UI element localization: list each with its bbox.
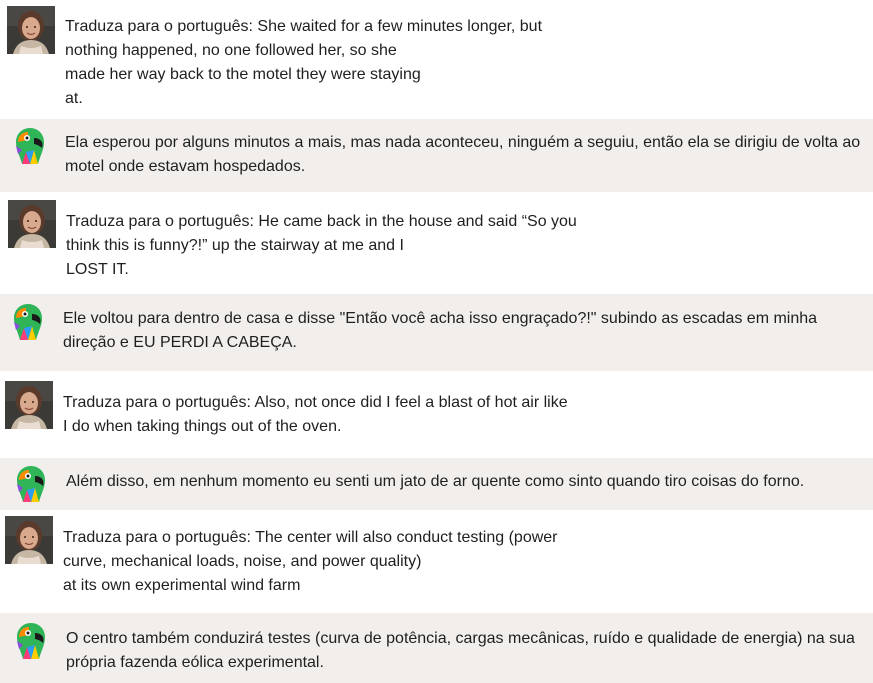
user-photo-avatar <box>5 516 53 564</box>
message-text: Ela esperou por alguns minutos a mais, mas nada aconteceu, ninguém a seguiu, então ela se dirigiu de volta ao motel onde estavam hospedados. <box>65 134 861 175</box>
user-message <box>0 372 873 456</box>
user-photo-avatar <box>8 200 56 248</box>
assistant-message <box>0 613 873 683</box>
user-photo-avatar <box>7 6 55 54</box>
message-text: Traduza para o português: He came back in the house and said “So you think this is funny?!” up the stairway at me and I LOST IT. <box>66 213 577 278</box>
message-text: Ele voltou para dentro de casa e disse "Então você acha isso engraçado?!" subindo as escadas em minha direção e EU PERDI A CABEÇA. <box>63 310 818 351</box>
message-text: Traduza para o português: She waited for a few minutes longer, but nothing happened, no one followed her, so she made her way back to the motel they were staying at. <box>65 18 543 107</box>
message-text: Traduza para o português: Also, not once did I feel a blast of hot air like I do when taking things out of the oven. <box>63 394 568 435</box>
parrot-avatar <box>6 300 54 348</box>
assistant-message <box>0 119 873 192</box>
assistant-message <box>0 458 873 510</box>
message-text: Além disso, em nenhum momento eu senti um jato de ar quente como sinto quando tiro coisas do forno. <box>66 473 805 490</box>
user-message <box>0 0 873 118</box>
parrot-avatar <box>8 124 56 172</box>
parrot-avatar <box>9 462 57 510</box>
message-text: O centro também conduzirá testes (curva de potência, cargas mecânicas, ruído e qualidade de energia) na sua própria fazenda eólica experimental. <box>66 630 855 671</box>
parrot-avatar <box>9 619 57 667</box>
user-message <box>0 511 873 612</box>
message-text: Traduza para o português: The center will also conduct testing (power curve, mechanical loads, noise, and power quality) at its own experimental wind farm <box>63 529 558 594</box>
user-message <box>0 193 873 293</box>
assistant-message <box>0 294 873 371</box>
user-photo-avatar <box>5 381 53 429</box>
